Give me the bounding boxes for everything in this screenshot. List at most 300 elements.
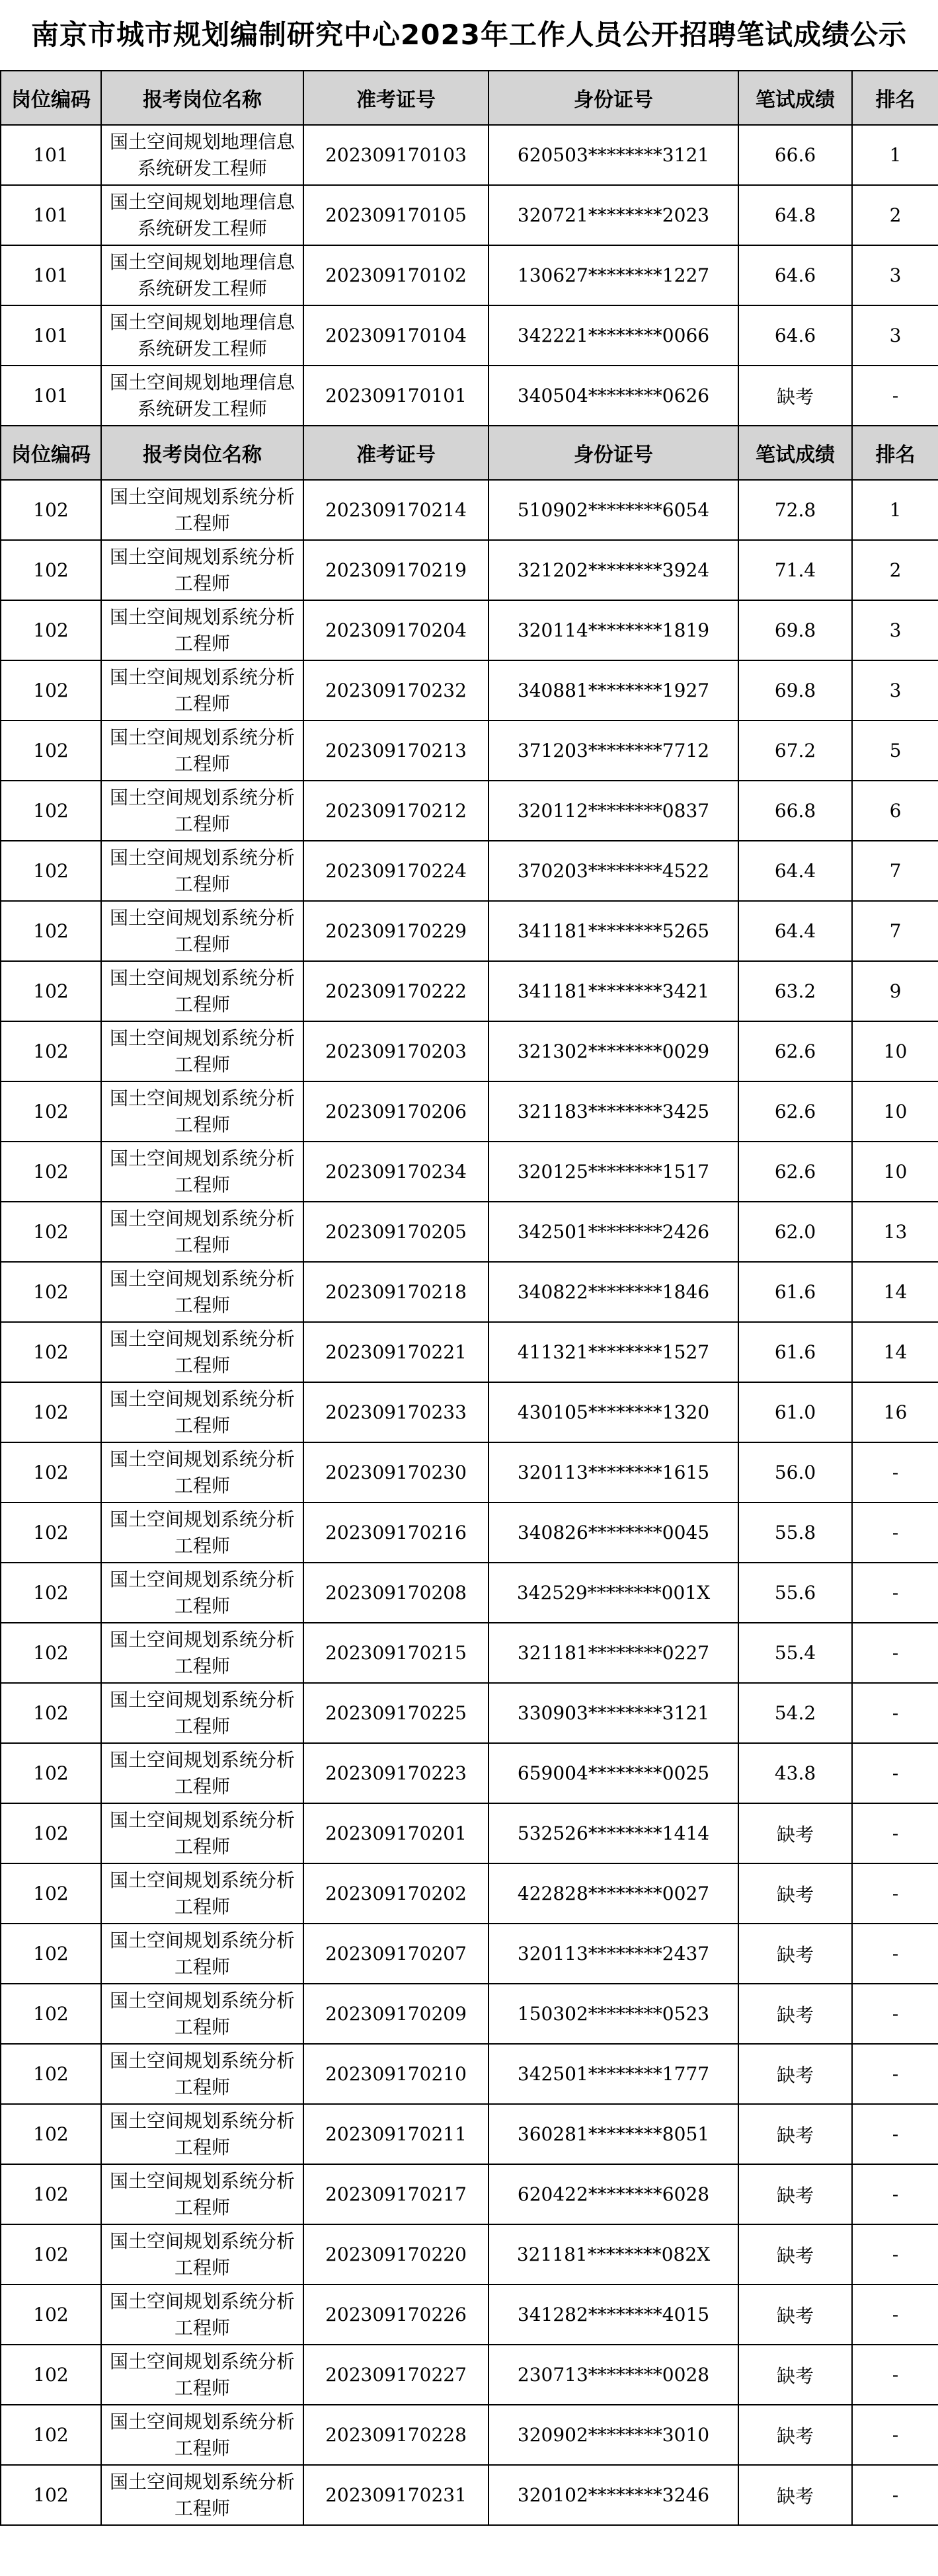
table-row [1,2044,938,2104]
score-cell: 缺考 [738,2044,852,2104]
rank-cell: 3 [852,600,938,660]
exam-number-cell: 202309170101 [303,366,489,426]
post-code-cell: 102 [1,1202,101,1262]
exam-number-cell: 202309170223 [303,1743,489,1803]
id-number-cell: 422828********0027 [489,1863,738,1924]
table-row [1,1743,938,1803]
post-name-cell [101,1081,303,1142]
post-name-cell [101,185,303,245]
post-code-cell: 101 [1,305,101,366]
rank-cell: 9 [852,961,938,1021]
exam-number-cell: 202309170230 [303,1442,489,1503]
post-name-text: 国土空间规划系统分析工程师 [109,666,295,715]
post-name-cell [101,1803,303,1863]
rank-cell: - [852,366,938,426]
rank-cell: - [852,1442,938,1503]
post-name-cell [101,305,303,366]
post-name-cell [101,1984,303,2044]
exam-number-cell: 202309170211 [303,2104,489,2164]
score-cell: 66.6 [738,125,852,185]
post-code-cell: 102 [1,1984,101,2044]
post-name-text: 国土空间规划系统分析工程师 [109,2470,295,2519]
table-row [1,781,938,841]
exam-number-cell: 202309170228 [303,2405,489,2465]
id-number-cell: 620503********3121 [489,125,738,185]
score-cell: 62.0 [738,1202,852,1262]
exam-number-cell: 202309170105 [303,185,489,245]
post-name-cell [101,1743,303,1803]
post-name-text: 国土空间规划系统分析工程师 [109,1869,295,1918]
score-cell: 缺考 [738,1863,852,1924]
post-name-cell [101,1142,303,1202]
rank-cell: - [852,1503,938,1563]
table-row [1,1322,938,1382]
exam-number-cell: 202309170226 [303,2284,489,2345]
id-number-cell: 320102********3246 [489,2465,738,2525]
exam-number-cell: 202309170206 [303,1081,489,1142]
exam-number-cell: 202309170208 [303,1563,489,1623]
score-cell: 缺考 [738,2465,852,2525]
exam-number-cell: 202309170213 [303,721,489,781]
rank-cell: - [852,1563,938,1623]
score-cell: 缺考 [738,1984,852,2044]
score-cell: 缺考 [738,2345,852,2405]
table-row [1,2104,938,2164]
post-code-cell: 101 [1,366,101,426]
post-name-text: 国土空间规划系统分析工程师 [109,1387,295,1436]
post-code-cell: 102 [1,1743,101,1803]
exam-number-cell: 202309170212 [303,781,489,841]
table-row [1,721,938,781]
id-number-cell: 340826********0045 [489,1503,738,1563]
table-row [1,185,938,245]
table-row [1,480,938,540]
post-code-cell: 102 [1,2044,101,2104]
id-number-cell: 321202********3924 [489,540,738,600]
column-header: 笔试成绩 [738,426,852,480]
post-name-cell [101,2465,303,2525]
column-header: 准考证号 [303,71,489,125]
id-number-cell: 320113********1615 [489,1442,738,1503]
score-cell: 缺考 [738,2164,852,2224]
post-name-text: 国土空间规划系统分析工程师 [109,1147,295,1196]
rank-cell: 13 [852,1202,938,1262]
post-name-cell [101,1382,303,1442]
exam-number-cell: 202309170221 [303,1322,489,1382]
score-cell: 64.8 [738,185,852,245]
exam-number-cell: 202309170222 [303,961,489,1021]
post-code-cell: 102 [1,1503,101,1563]
post-name-text: 国土空间规划系统分析工程师 [109,2049,295,2098]
score-cell: 43.8 [738,1743,852,1803]
table-header-row [1,71,938,125]
table-row [1,2284,938,2345]
post-name-cell [101,1322,303,1382]
post-name-cell [101,1623,303,1683]
post-name-cell [101,480,303,540]
exam-number-cell: 202309170202 [303,1863,489,1924]
id-number-cell: 320721********2023 [489,185,738,245]
table-row [1,1803,938,1863]
rank-cell: - [852,1803,938,1863]
post-name-cell [101,245,303,305]
post-code-cell: 102 [1,2465,101,2525]
rank-cell: 3 [852,245,938,305]
post-name-text: 国土空间规划系统分析工程师 [109,1929,295,1978]
table-header-row [1,426,938,480]
rank-cell: 1 [852,480,938,540]
post-name-text: 国土空间规划系统分析工程师 [109,726,295,775]
post-name-text: 国土空间规划系统分析工程师 [109,1688,295,1737]
table-row [1,1382,938,1442]
rank-cell: - [852,2465,938,2525]
id-number-cell: 321183********3425 [489,1081,738,1142]
id-number-cell: 342221********0066 [489,305,738,366]
post-code-cell: 102 [1,1623,101,1683]
id-number-cell: 342501********2426 [489,1202,738,1262]
post-code-cell: 102 [1,600,101,660]
column-header: 身份证号 [489,71,738,125]
post-name-text: 国土空间规划系统分析工程师 [109,545,295,594]
table-row [1,1623,938,1683]
post-name-cell [101,1863,303,1924]
exam-number-cell: 202309170220 [303,2224,489,2284]
rank-cell: - [852,1984,938,2044]
post-name-cell [101,2345,303,2405]
post-name-text: 国土空间规划系统分析工程师 [109,1809,295,1857]
post-name-text: 国土空间规划地理信息系统研发工程师 [109,190,295,239]
post-name-cell [101,660,303,721]
table-row [1,841,938,901]
score-cell: 66.8 [738,781,852,841]
column-header: 笔试成绩 [738,71,852,125]
post-name-cell [101,1202,303,1262]
post-name-text: 国土空间规划系统分析工程师 [109,906,295,955]
post-name-text: 国土空间规划地理信息系统研发工程师 [109,371,295,420]
post-name-text: 国土空间规划系统分析工程师 [109,966,295,1015]
rank-cell: 3 [852,305,938,366]
exam-number-cell: 202309170227 [303,2345,489,2405]
id-number-cell: 320125********1517 [489,1142,738,1202]
id-number-cell: 321181********0227 [489,1623,738,1683]
exam-number-cell: 202309170207 [303,1924,489,1984]
score-table [0,70,938,2526]
column-header: 报考岗位名称 [101,426,303,480]
rank-cell: - [852,2224,938,2284]
id-number-cell: 321302********0029 [489,1021,738,1081]
exam-number-cell: 202309170203 [303,1021,489,1081]
column-header: 准考证号 [303,426,489,480]
post-code-cell: 102 [1,1382,101,1442]
post-code-cell: 101 [1,185,101,245]
table-row [1,600,938,660]
score-cell: 55.6 [738,1563,852,1623]
exam-number-cell: 202309170231 [303,2465,489,2525]
column-header: 报考岗位名称 [101,71,303,125]
score-cell: 缺考 [738,366,852,426]
post-name-cell [101,781,303,841]
post-name-cell [101,2405,303,2465]
post-name-text: 国土空间规划系统分析工程师 [109,2169,295,2218]
score-cell: 缺考 [738,2284,852,2345]
rank-cell: 2 [852,185,938,245]
post-code-cell: 102 [1,1683,101,1743]
id-number-cell: 320113********2437 [489,1924,738,1984]
id-number-cell: 341282********4015 [489,2284,738,2345]
score-cell: 缺考 [738,2224,852,2284]
table-row [1,366,938,426]
table-row [1,660,938,721]
post-code-cell: 102 [1,961,101,1021]
score-cell: 55.8 [738,1503,852,1563]
exam-number-cell: 202309170234 [303,1142,489,1202]
post-name-cell [101,2224,303,2284]
post-name-cell [101,841,303,901]
score-cell: 61.6 [738,1262,852,1322]
score-cell: 缺考 [738,2405,852,2465]
rank-cell: - [852,1743,938,1803]
table-row [1,305,938,366]
score-cell: 71.4 [738,540,852,600]
post-code-cell: 102 [1,2104,101,2164]
post-name-text: 国土空间规划系统分析工程师 [109,2109,295,2158]
id-number-cell: 510902********6054 [489,480,738,540]
id-number-cell: 320114********1819 [489,600,738,660]
id-number-cell: 342529********001X [489,1563,738,1623]
exam-number-cell: 202309170214 [303,480,489,540]
id-number-cell: 620422********6028 [489,2164,738,2224]
table-row [1,1863,938,1924]
post-code-cell: 101 [1,245,101,305]
post-code-cell: 102 [1,901,101,961]
post-name-cell [101,901,303,961]
id-number-cell: 320902********3010 [489,2405,738,2465]
post-name-cell [101,1683,303,1743]
exam-number-cell: 202309170218 [303,1262,489,1322]
rank-cell: 3 [852,660,938,721]
post-code-cell: 102 [1,1803,101,1863]
post-name-text: 国土空间规划系统分析工程师 [109,1508,295,1557]
table-row [1,1081,938,1142]
rank-cell: - [852,2345,938,2405]
score-cell: 62.6 [738,1081,852,1142]
post-code-cell: 102 [1,841,101,901]
post-name-cell [101,721,303,781]
id-number-cell: 360281********8051 [489,2104,738,2164]
post-name-cell [101,125,303,185]
score-cell: 69.8 [738,660,852,721]
post-name-text: 国土空间规划系统分析工程师 [109,2350,295,2399]
exam-number-cell: 202309170102 [303,245,489,305]
post-name-cell [101,1262,303,1322]
table-body [1,71,938,2525]
score-cell: 缺考 [738,1924,852,1984]
score-cell: 61.6 [738,1322,852,1382]
table-row [1,2465,938,2525]
id-number-cell: 341181********3421 [489,961,738,1021]
table-row [1,961,938,1021]
exam-number-cell: 202309170205 [303,1202,489,1262]
exam-number-cell: 202309170219 [303,540,489,600]
rank-cell: 14 [852,1262,938,1322]
rank-cell: - [852,2405,938,2465]
post-code-cell: 102 [1,1081,101,1142]
exam-number-cell: 202309170216 [303,1503,489,1563]
id-number-cell: 342501********1777 [489,2044,738,2104]
score-cell: 72.8 [738,480,852,540]
id-number-cell: 150302********0523 [489,1984,738,2044]
rank-cell: 10 [852,1081,938,1142]
post-name-text: 国土空间规划系统分析工程师 [109,2290,295,2339]
exam-number-cell: 202309170229 [303,901,489,961]
score-cell: 缺考 [738,2104,852,2164]
post-name-cell [101,1563,303,1623]
rank-cell: - [852,2104,938,2164]
table-row [1,901,938,961]
id-number-cell: 340822********1846 [489,1262,738,1322]
post-name-text: 国土空间规划系统分析工程师 [109,1267,295,1316]
score-cell: 62.6 [738,1142,852,1202]
exam-number-cell: 202309170224 [303,841,489,901]
column-header: 排名 [852,426,938,480]
rank-cell: 14 [852,1322,938,1382]
rank-cell: - [852,1924,938,1984]
post-code-cell: 102 [1,721,101,781]
exam-number-cell: 202309170210 [303,2044,489,2104]
post-name-cell [101,2284,303,2345]
column-header: 岗位编码 [1,71,101,125]
column-header: 身份证号 [489,426,738,480]
id-number-cell: 340881********1927 [489,660,738,721]
score-cell: 63.2 [738,961,852,1021]
rank-cell: 16 [852,1382,938,1442]
post-name-text: 国土空间规划地理信息系统研发工程师 [109,311,295,360]
rank-cell: 6 [852,781,938,841]
post-code-cell: 102 [1,781,101,841]
id-number-cell: 340504********0626 [489,366,738,426]
id-number-cell: 411321********1527 [489,1322,738,1382]
rank-cell: - [852,1683,938,1743]
exam-number-cell: 202309170225 [303,1683,489,1743]
post-name-cell [101,1924,303,1984]
table-row [1,2224,938,2284]
post-name-text: 国土空间规划系统分析工程师 [109,1448,295,1497]
id-number-cell: 659004********0025 [489,1743,738,1803]
rank-cell: - [852,1623,938,1683]
table-row [1,1021,938,1081]
rank-cell: 7 [852,841,938,901]
post-name-text: 国土空间规划系统分析工程师 [109,1087,295,1136]
score-cell: 缺考 [738,1803,852,1863]
post-name-cell [101,961,303,1021]
id-number-cell: 430105********1320 [489,1382,738,1442]
post-name-text: 国土空间规划地理信息系统研发工程师 [109,130,295,179]
score-cell: 56.0 [738,1442,852,1503]
post-code-cell: 102 [1,2284,101,2345]
table-row [1,1924,938,1984]
exam-number-cell: 202309170209 [303,1984,489,2044]
exam-number-cell: 202309170103 [303,125,489,185]
post-code-cell: 102 [1,2405,101,2465]
score-cell: 62.6 [738,1021,852,1081]
post-name-text: 国土空间规划系统分析工程师 [109,1748,295,1797]
table-row [1,2345,938,2405]
post-code-cell: 102 [1,1142,101,1202]
rank-cell: - [852,2044,938,2104]
score-cell: 61.0 [738,1382,852,1442]
id-number-cell: 130627********1227 [489,245,738,305]
exam-number-cell: 202309170233 [303,1382,489,1442]
exam-number-cell: 202309170104 [303,305,489,366]
rank-cell: 5 [852,721,938,781]
table-row [1,540,938,600]
post-name-text: 国土空间规划系统分析工程师 [109,1628,295,1677]
table-row [1,1442,938,1503]
post-code-cell: 102 [1,1262,101,1322]
rank-cell: - [852,2164,938,2224]
rank-cell: 10 [852,1021,938,1081]
post-name-text: 国土空间规划系统分析工程师 [109,1327,295,1376]
post-name-text: 国土空间规划系统分析工程师 [109,1207,295,1256]
table-row [1,1563,938,1623]
post-code-cell: 102 [1,2224,101,2284]
table-row [1,245,938,305]
table-row [1,2164,938,2224]
post-code-cell: 102 [1,2345,101,2405]
table-row [1,1202,938,1262]
score-cell: 64.4 [738,901,852,961]
table-row [1,1503,938,1563]
post-code-cell: 102 [1,2164,101,2224]
post-code-cell: 102 [1,480,101,540]
rank-cell: - [852,2284,938,2345]
score-cell: 64.4 [738,841,852,901]
post-name-cell [101,366,303,426]
post-name-text: 国土空间规划系统分析工程师 [109,846,295,895]
exam-number-cell: 202309170204 [303,600,489,660]
score-cell: 55.4 [738,1623,852,1683]
id-number-cell: 371203********7712 [489,721,738,781]
post-name-cell [101,1021,303,1081]
exam-number-cell: 202309170232 [303,660,489,721]
post-name-text: 国土空间规划系统分析工程师 [109,485,295,534]
post-code-cell: 102 [1,1563,101,1623]
table-row [1,1984,938,2044]
post-name-text: 国土空间规划地理信息系统研发工程师 [109,251,295,299]
post-name-text: 国土空间规划系统分析工程师 [109,1568,295,1617]
column-header: 岗位编码 [1,426,101,480]
post-name-cell [101,1503,303,1563]
id-number-cell: 341181********5265 [489,901,738,961]
post-code-cell: 102 [1,1322,101,1382]
score-cell: 69.8 [738,600,852,660]
score-cell: 64.6 [738,245,852,305]
exam-number-cell: 202309170201 [303,1803,489,1863]
id-number-cell: 321181********082X [489,2224,738,2284]
rank-cell: 7 [852,901,938,961]
table-row [1,2405,938,2465]
id-number-cell: 370203********4522 [489,841,738,901]
post-name-text: 国土空间规划系统分析工程师 [109,2230,295,2279]
post-name-cell [101,1442,303,1503]
id-number-cell: 330903********3121 [489,1683,738,1743]
rank-cell: 2 [852,540,938,600]
score-cell: 54.2 [738,1683,852,1743]
post-code-cell: 102 [1,660,101,721]
column-header: 排名 [852,71,938,125]
id-number-cell: 320112********0837 [489,781,738,841]
post-name-text: 国土空间规划系统分析工程师 [109,786,295,835]
